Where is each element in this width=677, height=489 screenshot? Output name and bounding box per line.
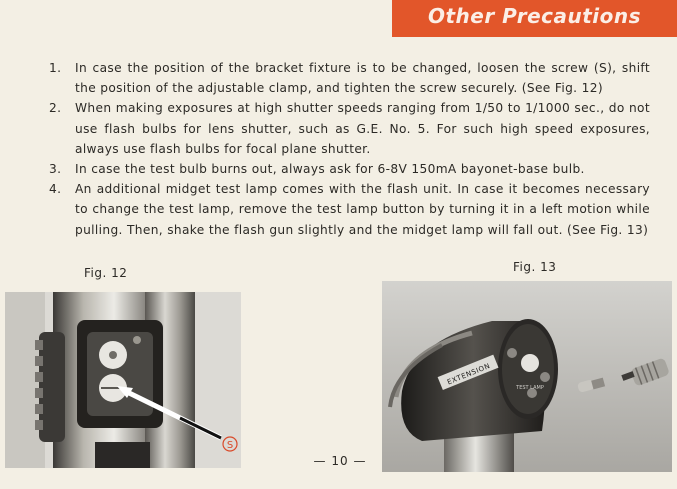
item-number: 3. [49,162,62,177]
item-text: In case the test bulb burns out, always ask for 6-8V 150mA bayonet-base bulb. [75,162,585,177]
section-title: Other Precautions [427,4,642,28]
test-lamp-button [521,354,539,372]
screw-marker-label: S [226,440,234,451]
item-number: 1. [49,61,62,75]
bracket-clamp-illustration [5,292,241,468]
precautions-list [44,58,650,240]
item-text: When making exposures at high shutter speeds ranging from 1/50 to 1/1000 sec., do not use flash bulbs for lens shutter, such as G.E. No. 5. For such high speed exposures, always use flash bulbs for focal plane shutter. [75,101,650,156]
figure-13-photo [382,281,672,472]
item-number: 4. [49,182,62,197]
test-lamp-label: TEST LAMP [516,385,544,391]
item-number: 2. [49,101,62,116]
extension-label: EXTENSION [446,361,492,387]
page-number: — 10 — [313,454,367,468]
list-item [44,159,650,179]
figure-13-caption: Fig. 13 [513,260,557,274]
list-item [44,58,650,98]
list-item [44,98,650,159]
section-header [392,0,677,37]
item-text: In case the position of the bracket fixture is to be changed, loosen the screw (S), shift the position of the adjustable clamp, and tighten the screw securely. (See Fig. 12) [75,61,650,96]
list-item [44,179,650,240]
test-lamp-illustration [382,281,672,472]
figure-12-photo [5,292,241,468]
item-text: An additional midget test lamp comes with the flash unit. In case it becomes necessary to change the test lamp, remove the test lamp button by turning it in a left motion while pulling. Then, shake the flash gun slightly and the midget lamp will fall out. (See Fig. 13) [75,182,650,237]
figure-12-caption: Fig. 12 [84,266,128,280]
